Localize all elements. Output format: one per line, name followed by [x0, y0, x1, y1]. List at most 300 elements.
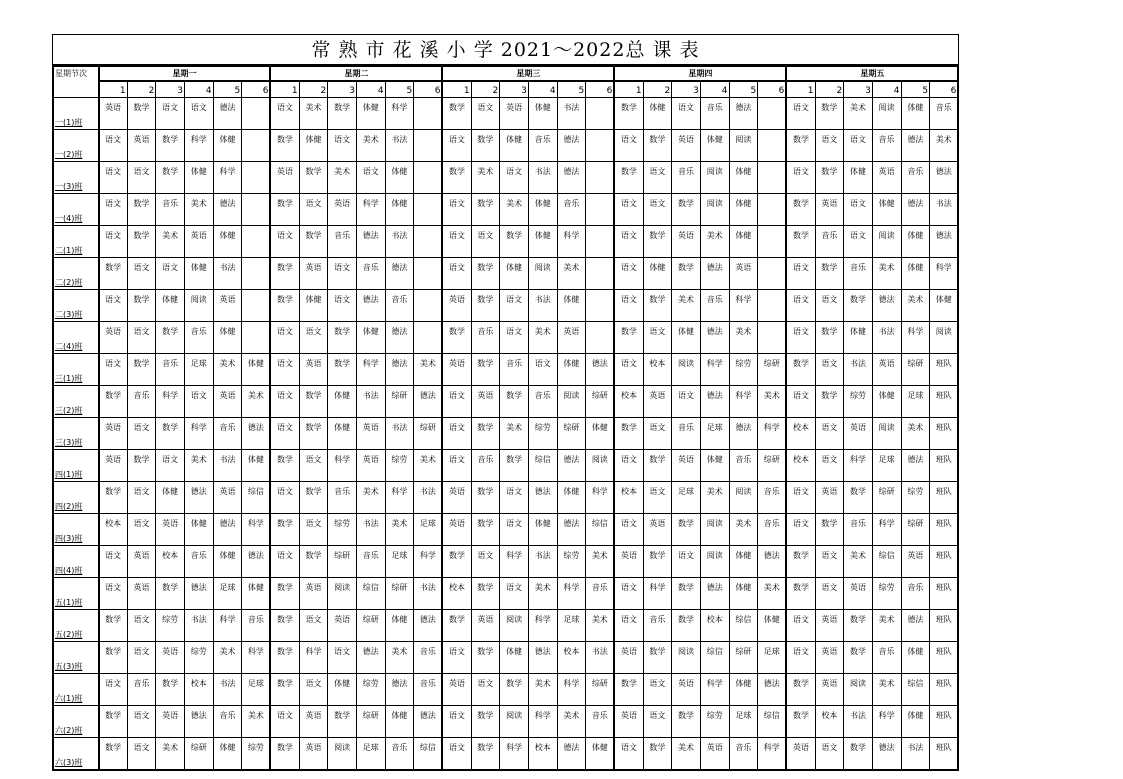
lesson-cell: 科学	[242, 642, 271, 674]
lesson-cell	[242, 98, 271, 130]
lesson-cell: 数学	[270, 610, 299, 642]
lesson-cell: 综劳	[356, 674, 385, 706]
lesson-cell	[414, 226, 443, 258]
lesson-cell: 语文	[786, 482, 815, 514]
lesson-cell: 数学	[156, 578, 185, 610]
lesson-cell: 数学	[127, 226, 156, 258]
lesson-cell: 英语	[614, 706, 643, 738]
lesson-cell: 综信	[729, 610, 758, 642]
lesson-cell: 美术	[844, 98, 873, 130]
period-number: 3	[500, 81, 529, 98]
lesson-cell: 数学	[672, 514, 701, 546]
lesson-cell	[586, 194, 615, 226]
day-header: 星期一	[99, 67, 271, 82]
lesson-cell: 书法	[528, 162, 557, 194]
lesson-cell: 美术	[242, 706, 271, 738]
lesson-cell: 体健	[528, 514, 557, 546]
lesson-cell: 综劳	[242, 738, 271, 770]
lesson-cell: 数学	[471, 738, 500, 770]
lesson-cell: 数学	[643, 642, 672, 674]
lesson-cell: 数学	[786, 578, 815, 610]
lesson-cell: 综研	[901, 514, 930, 546]
lesson-cell: 音乐	[471, 322, 500, 354]
lesson-cell: 音乐	[872, 642, 901, 674]
lesson-cell: 数学	[643, 290, 672, 322]
lesson-cell: 体健	[901, 706, 930, 738]
lesson-cell: 德法	[901, 610, 930, 642]
lesson-cell: 体健	[156, 290, 185, 322]
lesson-cell	[414, 322, 443, 354]
lesson-cell: 语文	[815, 290, 844, 322]
lesson-cell: 数学	[471, 290, 500, 322]
lesson-cell: 德法	[557, 514, 586, 546]
lesson-cell: 美术	[729, 514, 758, 546]
lesson-cell: 美术	[700, 226, 729, 258]
lesson-cell: 数学	[299, 386, 328, 418]
lesson-cell: 班队	[930, 706, 959, 738]
lesson-cell: 科学	[901, 322, 930, 354]
lesson-cell: 语文	[127, 322, 156, 354]
lesson-cell: 音乐	[156, 354, 185, 386]
lesson-cell: 校本	[442, 578, 471, 610]
lesson-cell: 综劳	[872, 578, 901, 610]
lesson-cell: 体健	[528, 194, 557, 226]
lesson-cell	[758, 130, 787, 162]
lesson-cell: 书法	[872, 322, 901, 354]
lesson-cell: 德法	[242, 546, 271, 578]
lesson-cell: 数学	[614, 98, 643, 130]
lesson-cell: 综研	[872, 482, 901, 514]
lesson-cell: 语文	[815, 418, 844, 450]
lesson-cell: 阅读	[672, 354, 701, 386]
lesson-cell: 语文	[643, 194, 672, 226]
lesson-cell: 数学	[299, 482, 328, 514]
lesson-cell: 美术	[586, 610, 615, 642]
lesson-cell: 体健	[213, 226, 242, 258]
lesson-cell: 语文	[270, 482, 299, 514]
lesson-cell: 语文	[614, 226, 643, 258]
lesson-cell: 体健	[930, 290, 959, 322]
lesson-cell: 体健	[729, 578, 758, 610]
lesson-cell: 英语	[213, 386, 242, 418]
lesson-cell: 书法	[385, 130, 414, 162]
lesson-cell: 美术	[901, 290, 930, 322]
lesson-cell: 足球	[758, 642, 787, 674]
lesson-cell: 英语	[127, 578, 156, 610]
lesson-cell: 语文	[614, 130, 643, 162]
lesson-cell: 班队	[930, 674, 959, 706]
lesson-cell: 综劳	[156, 610, 185, 642]
lesson-cell: 体健	[500, 130, 529, 162]
lesson-cell: 语文	[99, 290, 128, 322]
lesson-cell: 德法	[385, 354, 414, 386]
lesson-cell: 书法	[414, 578, 443, 610]
class-label: 二(4)班	[54, 322, 99, 354]
lesson-cell: 科学	[700, 354, 729, 386]
lesson-cell: 英语	[815, 194, 844, 226]
timetable-grid	[53, 66, 959, 770]
lesson-cell: 班队	[930, 450, 959, 482]
lesson-cell: 语文	[786, 610, 815, 642]
lesson-cell: 校本	[786, 418, 815, 450]
lesson-cell: 体健	[586, 738, 615, 770]
lesson-cell: 美术	[242, 386, 271, 418]
period-number: 1	[442, 81, 471, 98]
lesson-cell: 数学	[471, 258, 500, 290]
lesson-cell	[242, 194, 271, 226]
lesson-cell: 数学	[270, 290, 299, 322]
lesson-cell: 科学	[528, 610, 557, 642]
lesson-cell: 美术	[184, 450, 213, 482]
lesson-cell: 科学	[844, 450, 873, 482]
class-label: 三(3)班	[54, 418, 99, 450]
lesson-cell: 语文	[471, 98, 500, 130]
lesson-cell: 德法	[586, 354, 615, 386]
class-label: 五(2)班	[54, 610, 99, 642]
lesson-cell: 数学	[99, 482, 128, 514]
lesson-cell: 英语	[815, 482, 844, 514]
lesson-cell: 综信	[586, 514, 615, 546]
table-row	[54, 514, 959, 546]
lesson-cell: 数学	[643, 546, 672, 578]
table-row	[54, 258, 959, 290]
lesson-cell: 综劳	[184, 642, 213, 674]
lesson-cell	[414, 162, 443, 194]
lesson-cell: 英语	[213, 482, 242, 514]
lesson-cell: 美术	[328, 162, 357, 194]
lesson-cell: 体健	[356, 322, 385, 354]
lesson-cell: 语文	[156, 98, 185, 130]
lesson-cell: 语文	[815, 546, 844, 578]
lesson-cell: 体健	[700, 450, 729, 482]
class-label: 一(1)班	[54, 98, 99, 130]
lesson-cell: 语文	[614, 514, 643, 546]
lesson-cell: 德法	[700, 386, 729, 418]
lesson-cell: 语文	[815, 450, 844, 482]
lesson-cell: 数学	[500, 386, 529, 418]
lesson-cell: 语文	[127, 418, 156, 450]
table-row	[54, 642, 959, 674]
class-label: 四(1)班	[54, 450, 99, 482]
lesson-cell: 语文	[127, 482, 156, 514]
lesson-cell: 体健	[528, 98, 557, 130]
lesson-cell: 美术	[156, 738, 185, 770]
lesson-cell: 数学	[643, 450, 672, 482]
lesson-cell: 语文	[614, 290, 643, 322]
lesson-cell	[414, 194, 443, 226]
lesson-cell: 数学	[127, 98, 156, 130]
lesson-cell: 数学	[844, 642, 873, 674]
lesson-cell: 书法	[930, 194, 959, 226]
lesson-cell: 语文	[844, 226, 873, 258]
lesson-cell: 阅读	[586, 450, 615, 482]
period-number: 4	[528, 81, 557, 98]
lesson-cell: 德法	[930, 162, 959, 194]
lesson-cell: 美术	[356, 130, 385, 162]
lesson-cell: 英语	[299, 706, 328, 738]
lesson-cell	[586, 290, 615, 322]
lesson-cell: 数学	[672, 194, 701, 226]
table-row	[54, 98, 959, 130]
lesson-cell: 体健	[901, 98, 930, 130]
lesson-cell: 数学	[786, 194, 815, 226]
period-number: 5	[729, 81, 758, 98]
lesson-cell	[586, 322, 615, 354]
class-label: 三(2)班	[54, 386, 99, 418]
lesson-cell: 校本	[184, 674, 213, 706]
lesson-cell: 数学	[127, 290, 156, 322]
lesson-cell: 数学	[270, 578, 299, 610]
page-title: 常 熟 市 花 溪 小 学 2021～2022总 课 表	[53, 35, 958, 66]
lesson-cell: 综信	[528, 450, 557, 482]
lesson-cell: 阅读	[729, 482, 758, 514]
lesson-cell: 美术	[672, 738, 701, 770]
lesson-cell: 德法	[385, 322, 414, 354]
lesson-cell: 语文	[786, 290, 815, 322]
lesson-cell: 语文	[815, 738, 844, 770]
lesson-cell: 美术	[930, 130, 959, 162]
lesson-cell: 美术	[586, 546, 615, 578]
lesson-cell: 语文	[442, 258, 471, 290]
lesson-cell: 语文	[270, 706, 299, 738]
lesson-cell: 阅读	[700, 194, 729, 226]
lesson-cell: 语文	[528, 354, 557, 386]
lesson-cell: 科学	[872, 706, 901, 738]
lesson-cell	[586, 226, 615, 258]
lesson-cell: 班队	[930, 610, 959, 642]
lesson-cell: 体健	[500, 642, 529, 674]
lesson-cell: 足球	[213, 578, 242, 610]
lesson-cell: 美术	[528, 322, 557, 354]
lesson-cell: 音乐	[242, 610, 271, 642]
lesson-cell: 语文	[815, 354, 844, 386]
lesson-cell	[758, 226, 787, 258]
lesson-cell: 英语	[299, 738, 328, 770]
lesson-cell: 校本	[786, 450, 815, 482]
lesson-cell: 音乐	[872, 130, 901, 162]
lesson-cell: 数学	[672, 258, 701, 290]
lesson-cell: 综信	[872, 546, 901, 578]
lesson-cell: 英语	[643, 386, 672, 418]
lesson-cell: 英语	[672, 226, 701, 258]
lesson-cell: 体健	[729, 546, 758, 578]
lesson-cell: 德法	[557, 162, 586, 194]
lesson-cell: 体健	[184, 514, 213, 546]
lesson-cell: 数学	[844, 610, 873, 642]
lesson-cell: 综劳	[729, 354, 758, 386]
table-row	[54, 674, 959, 706]
lesson-cell: 英语	[99, 418, 128, 450]
lesson-cell: 美术	[557, 706, 586, 738]
class-label: 一(2)班	[54, 130, 99, 162]
lesson-cell: 语文	[500, 290, 529, 322]
lesson-cell: 英语	[299, 354, 328, 386]
lesson-cell: 数学	[786, 546, 815, 578]
lesson-cell	[414, 130, 443, 162]
lesson-cell: 英语	[672, 130, 701, 162]
lesson-cell: 英语	[672, 450, 701, 482]
lesson-cell: 德法	[557, 450, 586, 482]
lesson-cell: 阅读	[500, 610, 529, 642]
lesson-cell: 语文	[270, 98, 299, 130]
lesson-cell: 音乐	[672, 162, 701, 194]
lesson-cell: 德法	[758, 674, 787, 706]
lesson-cell: 音乐	[586, 706, 615, 738]
lesson-cell: 语文	[127, 514, 156, 546]
lesson-cell: 音乐	[414, 674, 443, 706]
lesson-cell: 综研	[385, 578, 414, 610]
lesson-cell: 阅读	[700, 514, 729, 546]
lesson-cell: 综劳	[901, 482, 930, 514]
lesson-cell: 校本	[528, 738, 557, 770]
lesson-cell: 体健	[872, 194, 901, 226]
lesson-cell: 英语	[184, 226, 213, 258]
period-number: 3	[328, 81, 357, 98]
lesson-cell: 数学	[442, 98, 471, 130]
lesson-cell	[586, 258, 615, 290]
lesson-cell	[414, 258, 443, 290]
class-label: 六(3)班	[54, 738, 99, 770]
lesson-cell: 英语	[786, 738, 815, 770]
lesson-cell: 阅读	[729, 130, 758, 162]
lesson-cell: 阅读	[700, 162, 729, 194]
lesson-cell	[586, 98, 615, 130]
lesson-cell: 语文	[442, 738, 471, 770]
lesson-cell: 阅读	[700, 546, 729, 578]
period-number: 1	[99, 81, 128, 98]
table-row	[54, 354, 959, 386]
lesson-cell: 体健	[643, 98, 672, 130]
lesson-cell: 语文	[99, 354, 128, 386]
lesson-cell: 美术	[299, 98, 328, 130]
lesson-cell: 科学	[184, 130, 213, 162]
lesson-cell: 校本	[700, 610, 729, 642]
lesson-cell: 数学	[442, 162, 471, 194]
lesson-cell: 阅读	[500, 706, 529, 738]
lesson-cell: 德法	[557, 738, 586, 770]
lesson-cell: 科学	[156, 386, 185, 418]
lesson-cell: 数学	[299, 546, 328, 578]
lesson-cell: 综研	[184, 738, 213, 770]
table-row	[54, 610, 959, 642]
period-number: 3	[844, 81, 873, 98]
lesson-cell: 英语	[442, 514, 471, 546]
lesson-cell: 语文	[614, 194, 643, 226]
period-number: 4	[700, 81, 729, 98]
period-number: 6	[414, 81, 443, 98]
lesson-cell: 班队	[930, 642, 959, 674]
lesson-cell: 足球	[414, 514, 443, 546]
lesson-cell: 语文	[184, 386, 213, 418]
table-row	[54, 226, 959, 258]
lesson-cell: 英语	[442, 290, 471, 322]
day-header: 星期五	[786, 67, 958, 82]
lesson-cell: 阅读	[844, 674, 873, 706]
lesson-cell: 足球	[872, 450, 901, 482]
lesson-cell: 阅读	[328, 738, 357, 770]
lesson-cell: 语文	[299, 674, 328, 706]
lesson-cell	[758, 98, 787, 130]
lesson-cell: 美术	[471, 162, 500, 194]
lesson-cell: 语文	[270, 418, 299, 450]
lesson-cell: 英语	[299, 258, 328, 290]
lesson-cell: 英语	[471, 610, 500, 642]
lesson-cell: 音乐	[328, 226, 357, 258]
lesson-cell: 体健	[557, 482, 586, 514]
lesson-cell: 音乐	[557, 194, 586, 226]
lesson-cell: 语文	[500, 322, 529, 354]
period-number: 3	[156, 81, 185, 98]
period-number: 5	[557, 81, 586, 98]
lesson-cell: 体健	[901, 258, 930, 290]
lesson-cell: 阅读	[528, 258, 557, 290]
lesson-cell: 科学	[213, 162, 242, 194]
lesson-cell: 语文	[270, 386, 299, 418]
lesson-cell: 美术	[672, 290, 701, 322]
lesson-cell: 数学	[471, 514, 500, 546]
lesson-cell: 阅读	[672, 642, 701, 674]
lesson-cell: 德法	[213, 194, 242, 226]
lesson-cell: 体健	[213, 738, 242, 770]
lesson-cell: 德法	[901, 130, 930, 162]
period-number: 3	[672, 81, 701, 98]
lesson-cell: 数学	[786, 674, 815, 706]
lesson-cell: 科学	[557, 226, 586, 258]
class-label: 六(2)班	[54, 706, 99, 738]
lesson-cell: 科学	[557, 578, 586, 610]
lesson-cell: 数学	[328, 98, 357, 130]
lesson-cell: 德法	[213, 514, 242, 546]
lesson-cell: 科学	[586, 482, 615, 514]
lesson-cell: 德法	[700, 322, 729, 354]
period-number: 6	[242, 81, 271, 98]
lesson-cell: 美术	[901, 418, 930, 450]
lesson-cell: 语文	[614, 578, 643, 610]
lesson-cell: 阅读	[557, 386, 586, 418]
lesson-cell: 语文	[643, 482, 672, 514]
lesson-cell: 英语	[844, 578, 873, 610]
lesson-cell: 书法	[213, 258, 242, 290]
period-number: 4	[184, 81, 213, 98]
lesson-cell: 数学	[270, 738, 299, 770]
lesson-cell: 数学	[270, 674, 299, 706]
lesson-cell: 语文	[442, 386, 471, 418]
lesson-cell: 美术	[385, 514, 414, 546]
lesson-cell: 书法	[385, 226, 414, 258]
lesson-cell: 足球	[356, 738, 385, 770]
lesson-cell: 综研	[328, 546, 357, 578]
lesson-cell: 美术	[758, 386, 787, 418]
lesson-cell: 体健	[586, 418, 615, 450]
lesson-cell: 英语	[299, 578, 328, 610]
lesson-cell: 综研	[758, 354, 787, 386]
lesson-cell: 语文	[99, 194, 128, 226]
lesson-cell: 体健	[729, 194, 758, 226]
lesson-cell: 语文	[786, 98, 815, 130]
lesson-cell: 科学	[414, 546, 443, 578]
lesson-cell: 语文	[786, 642, 815, 674]
lesson-cell: 语文	[127, 642, 156, 674]
lesson-cell: 数学	[815, 162, 844, 194]
lesson-cell: 数学	[471, 130, 500, 162]
lesson-cell: 德法	[356, 642, 385, 674]
table-row	[54, 386, 959, 418]
class-label: 四(4)班	[54, 546, 99, 578]
lesson-cell: 语文	[156, 258, 185, 290]
lesson-cell: 数学	[270, 450, 299, 482]
lesson-cell: 足球	[901, 386, 930, 418]
lesson-cell: 校本	[614, 482, 643, 514]
